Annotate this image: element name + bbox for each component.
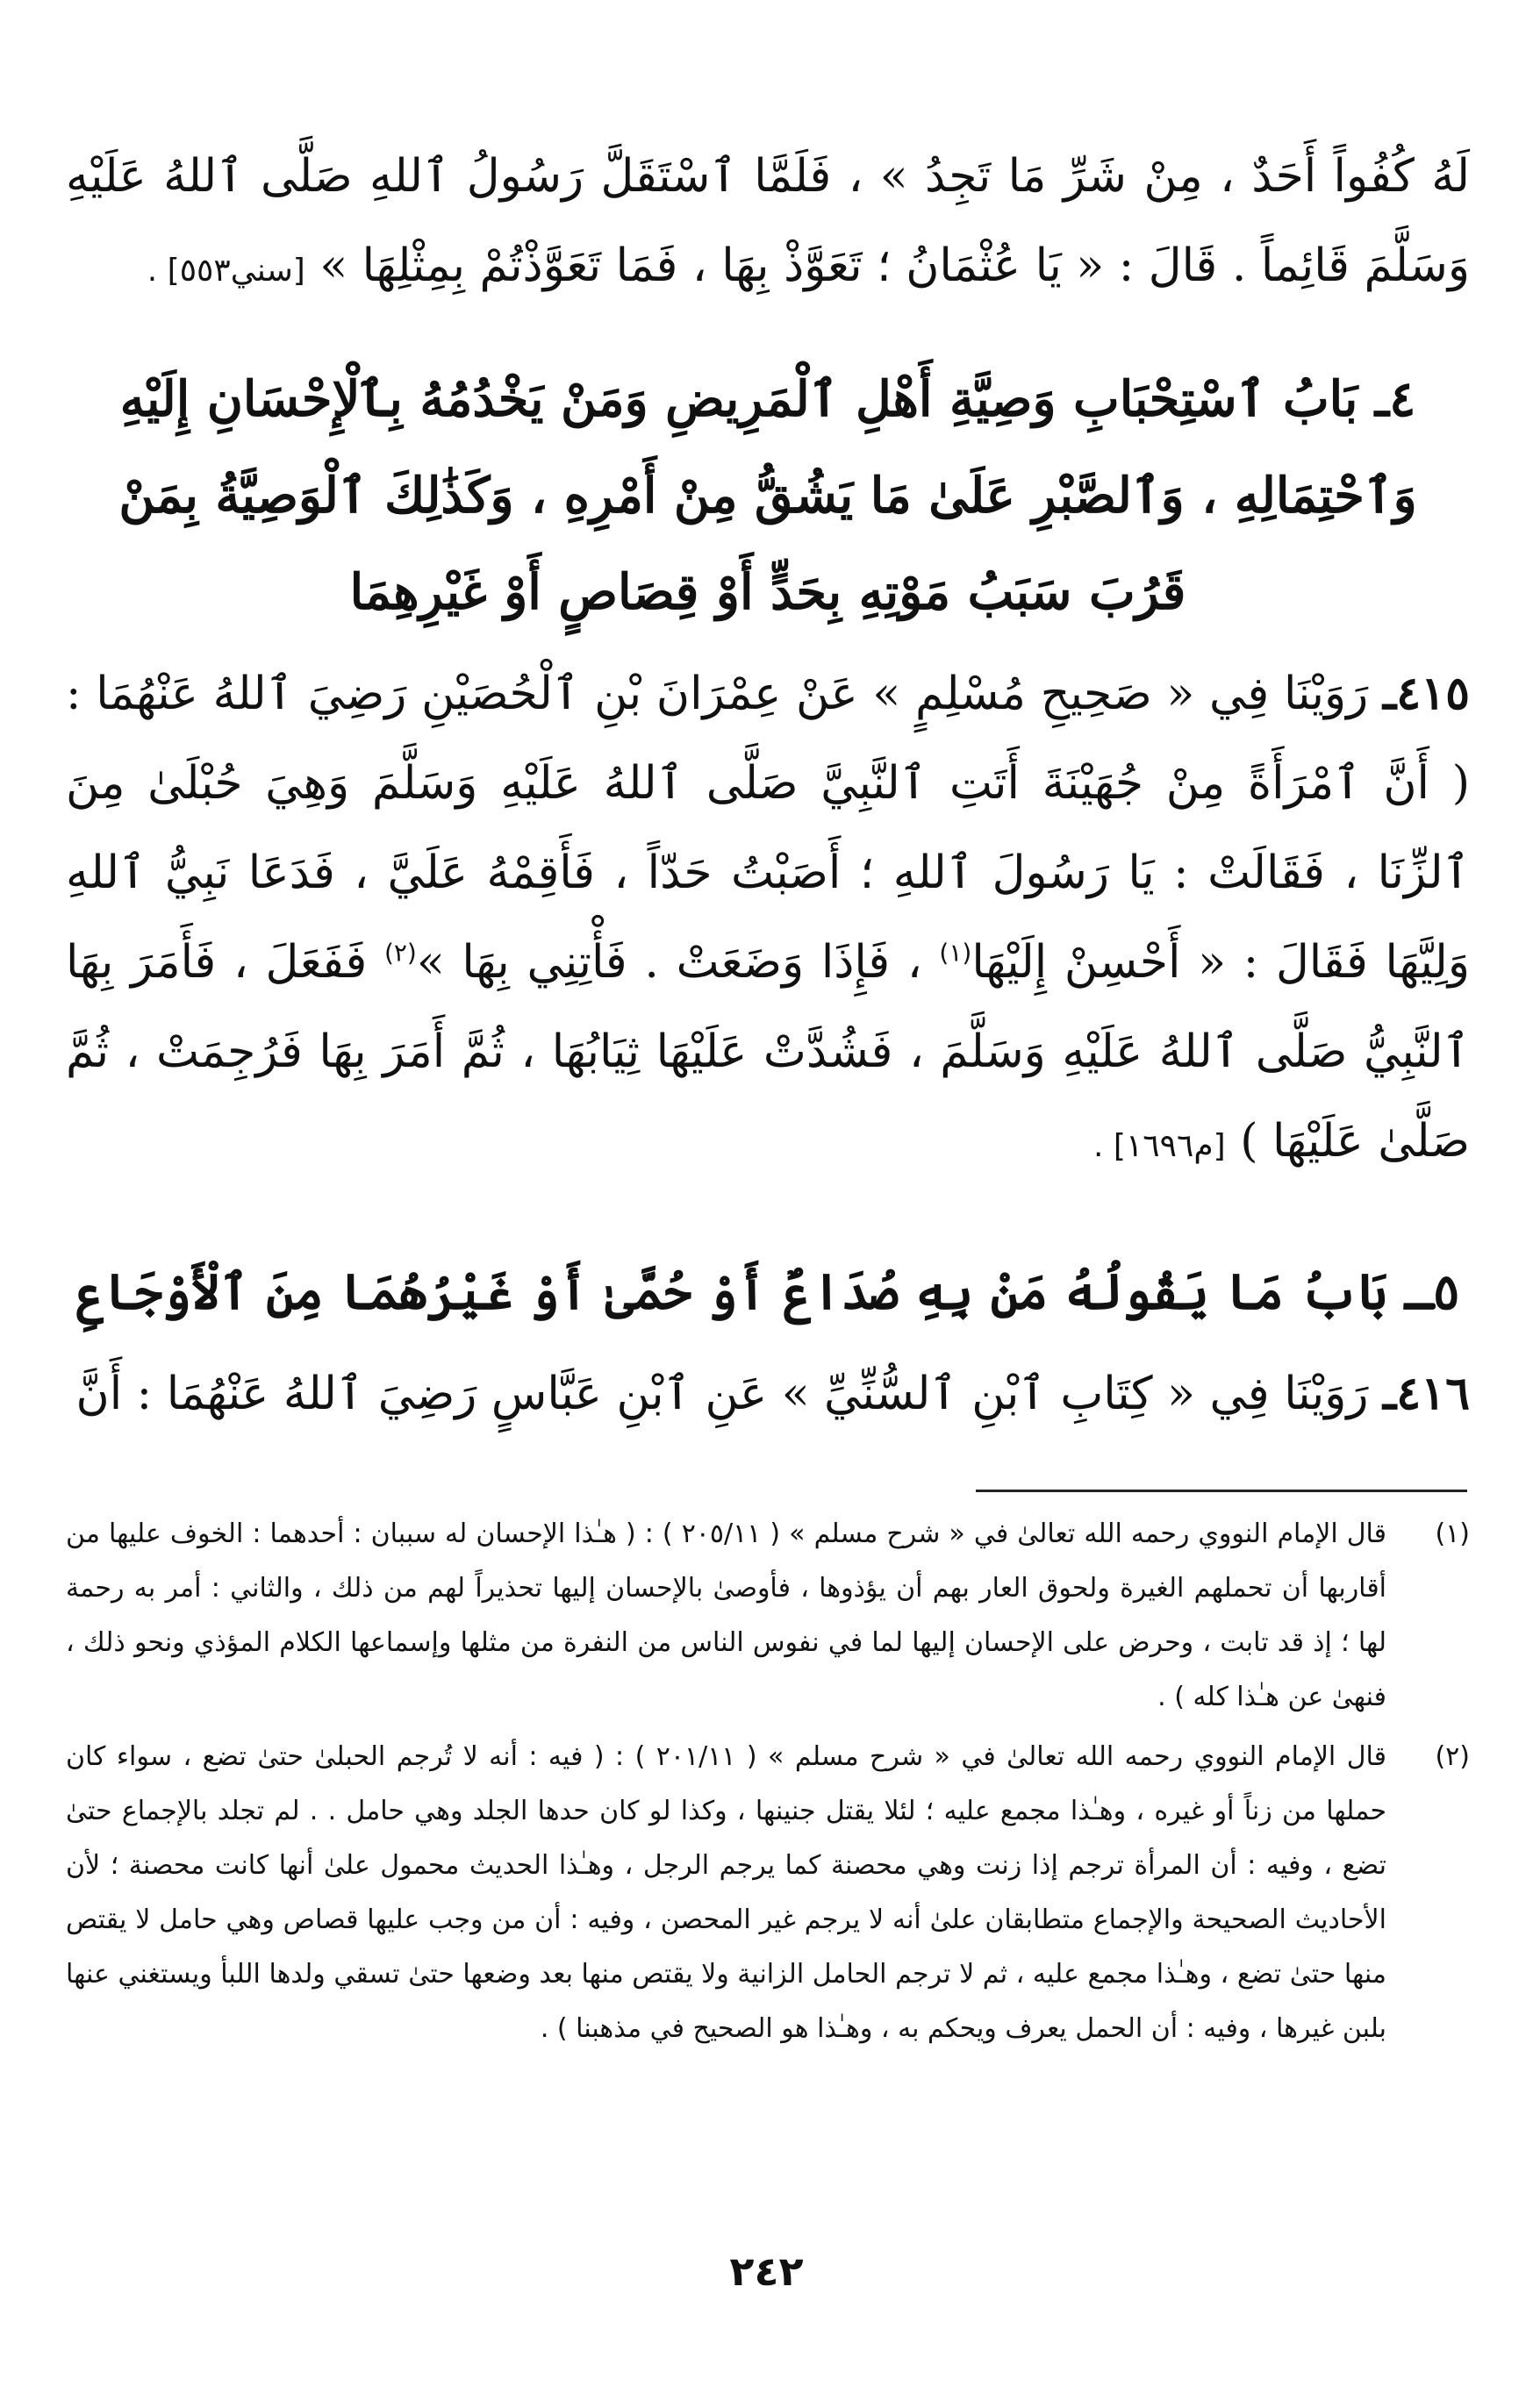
footnotes: [66, 1507, 1470, 2061]
hadith-416: [66, 1349, 1470, 1439]
footnote: [66, 1507, 1470, 1725]
hadith-number: ٤١٥ـ: [1382, 667, 1470, 720]
hadith-text: ، فَإِذَا وَضَعَتْ . فَأْتِنِي بِهَا »: [416, 936, 922, 989]
footnote-number: (٢): [1435, 1741, 1470, 1772]
hadith-text: فَفَعَلَ ، فَأَمَرَ بِهَا ٱلنَّبِيُّ صَلَّى ٱللهُ عَلَيْهِ وَسَلَّمَ ، فَشُدَّتْ عَلَيْهَا ثِيَابُهَا ، ثُمَّ أَمَرَ بِهَا فَرُجِمَتْ ، ثُمَّ صَلَّىٰ عَلَيْهَا ): [66, 936, 1470, 1168]
hadith-415: [66, 649, 1470, 1191]
chapter-heading-5: ٥ـ بَابُ مَا يَقُولُهُ مَنْ بِهِ صُدَاعٌ أَوْ حُمَّىٰ أَوْ غَيْرُهُمَا مِنَ ٱلْأَوْجَاعِ: [75, 1263, 1460, 1321]
footnote-marker[interactable]: (٢): [383, 938, 417, 968]
continuation-paragraph: [66, 132, 1470, 316]
source-reference: [سني٥٥٣] .: [147, 253, 305, 289]
footnote-number: (١): [1435, 1518, 1470, 1549]
hadith-text: رَوَيْنَا فِي « صَحِيحِ مُسْلِمٍ » عَنْ عِمْرَانَ بْنِ ٱلْحُصَيْنِ رَضِيَ ٱللهُ عَنْهُمَا : ( أَنَّ ٱمْرَأَةً مِنْ جُهَيْنَةَ أَتَتِ ٱلنَّبِيَّ صَلَّى ٱللهُ عَلَيْهِ وَسَلَّمَ وَهِيَ حُبْلَىٰ مِنَ ٱلزِّنَا ، فَقَالَتْ : يَا رَسُولَ ٱللهِ ؛ أَصَبْتُ حَدّاً ، فَأَقِمْهُ عَلَيَّ ، فَدَعَا نَبِيُّ ٱللهِ وَلِيَّهَا فَقَالَ : « أَحْسِنْ إِلَيْهَا: [66, 668, 1471, 989]
footnote-marker[interactable]: (١): [939, 938, 972, 968]
page-number: ٢٤٢: [729, 2247, 804, 2295]
footnote-text: قال الإمام النووي رحمه الله تعالىٰ في « شرح مسلم » ( ٢٠١/١١ ) : ( فيه : أنه لا تُرجم الحبلىٰ حتىٰ تضع ، سواء كان حملها من زناً أو غيره ، وهـٰذا مجمع عليه ؛ لئلا يقتل جنينها ، وكذا لو كان حدها الجلد وهي حامل . . لم تجلد بالإجماع حتىٰ تضع ، وفيه : أن المرأة ترجم إذا زنت وهي محصنة كما يرجم الرجل ، وهـٰذا الحديث محمول علىٰ أنها كانت محصنة ؛ لأن الأحاديث الصحيحة والإجماع متطابقان علىٰ أنه لا يرجم غير المحصن ، وفيه : أن من وجب عليها قصاص وهي حامل لا يقتص منها حتىٰ تضع ، وهـٰذا مجمع عليه ، ثم لا ترجم الحامل الزانية ولا يقتص منها بعد وضعها حتىٰ تسقي ولدها اللبأ ويستغني عنها بلبن غيرها ، وفيه : أن الحمل يعرف ويحكم به ، وهـٰذا هو الصحيح في مذهبنا ) .: [66, 1741, 1387, 2044]
hadith-number: ٤١٦ـ: [1382, 1367, 1470, 1420]
footnote-text: قال الإمام النووي رحمه الله تعالىٰ في « شرح مسلم » ( ٢٠٥/١١ ) : ( هـٰذا الإحسان له سببان : أحدهما : الخوف عليها من أقاربها أن تحملهم الغيرة ولحوق العار بهم أن يؤذوها ، فأوصىٰ بالإحسان إليها تحذيراً لهم من ذلك ، والثاني : أمر به رحمة لها ؛ إذ قد تابت ، وحرض على الإحسان إليها لما في نفوس الناس من النفرة من مثلها وإسماعها الكلام المؤذي ونحو ذلك ، فنهىٰ عن هـٰذا كله ) .: [66, 1518, 1386, 1712]
footnote: [66, 1730, 1470, 2056]
source-reference: [م١٦٩٦] .: [1093, 1128, 1226, 1164]
hadith-text: رَوَيْنَا فِي « كِتَابِ ٱبْنِ ٱلسُّنِّيِّ » عَنِ ٱبْنِ عَبَّاسٍ رَضِيَ ٱللهُ عَنْهُمَا : أَنَّ: [75, 1368, 1369, 1420]
footnote-separator: [976, 1490, 1467, 1492]
main-text: [66, 132, 1470, 1439]
chapter-heading-4: ٤ـ بَابُ ٱسْتِحْبَابِ وَصِيَّةِ أَهْلِ ٱلْمَرِيضِ وَمَنْ يَخْدُمُهُ بِٱلْإِحْسَانِ إِلَيْهِ وَٱحْتِمَالِهِ ، وَٱلصَّبْرِ عَلَىٰ مَا يَشُقُّ مِنْ أَمْرِهِ ، وَكَذَٰلِكَ ٱلْوَصِيَّةُ بِمَنْ قَرُبَ سَبَبُ مَوْتِهِ بِحَدٍّ أَوْ قِصَاصٍ أَوْ غَيْرِهِمَا: [118, 370, 1417, 621]
continuation-text: لَهُ كُفُواً أَحَدٌ ، مِنْ شَرِّ مَا تَجِدُ » ، فَلَمَّا ٱسْتَقَلَّ رَسُولُ ٱللهِ صَلَّى ٱللهُ عَلَيْهِ وَسَلَّمَ قَائِماً . قَالَ : « يَا عُثْمَانُ ؛ تَعَوَّذْ بِهَا ، فَمَا تَعَوَّذْتُمْ بِمِثْلِهَا »: [66, 150, 1470, 292]
